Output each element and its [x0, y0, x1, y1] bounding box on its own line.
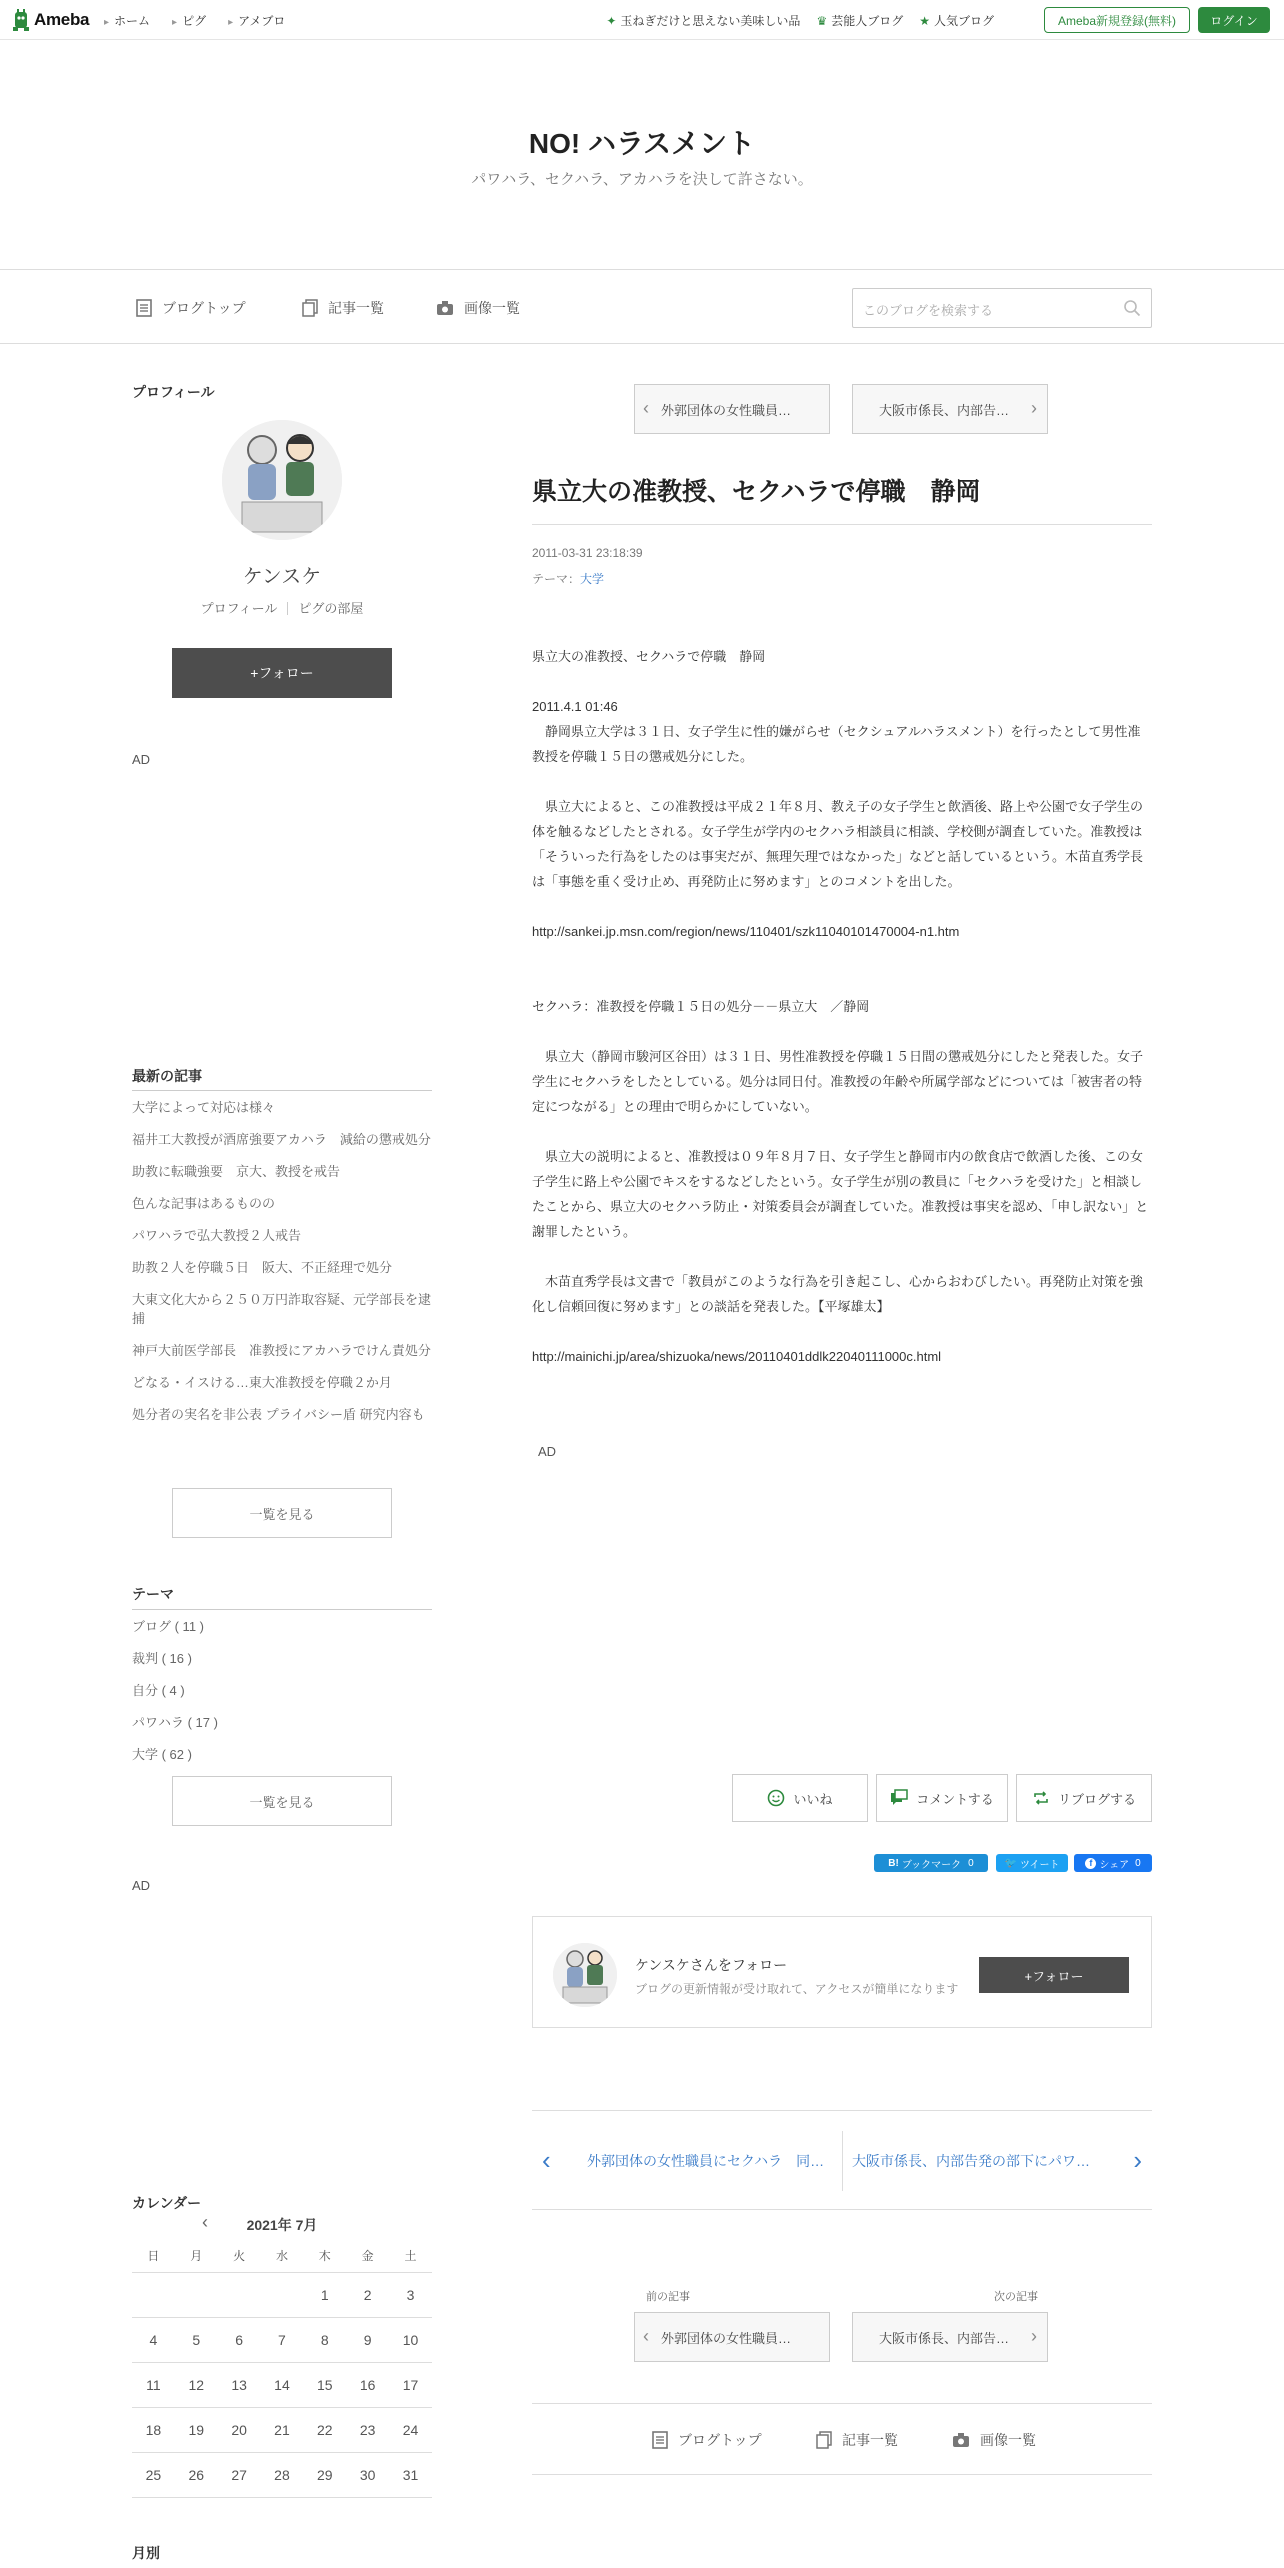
reblog-icon — [1032, 1789, 1050, 1807]
header-link-celebrity-label: 芸能人ブログ — [831, 14, 904, 28]
prev-article-pill-label: 外郭団体の女性職員… — [661, 402, 792, 418]
spacer — [532, 1244, 1152, 1269]
comment-button[interactable] — [876, 1774, 1008, 1822]
article-pager — [532, 2110, 1152, 2210]
recent-article-item[interactable]: 処分者の実名を非公表 プライバシー盾 研究内容も — [132, 1407, 425, 1422]
follow-button[interactable]: +フォロー — [979, 1957, 1129, 1993]
recent-article-item[interactable]: 大東文化大から２５０万円詐取容疑、元学部長を逮捕 — [132, 1292, 432, 1326]
blog-top-link[interactable] — [136, 298, 246, 318]
prev-article-caption: 前の記事 — [646, 2291, 690, 2303]
hatena-bookmark-button[interactable] — [874, 1854, 988, 1872]
ad-label: AD — [538, 1444, 557, 1459]
blog-title[interactable]: NO! ハラスメント — [528, 128, 756, 159]
bottom-next-article-pill[interactable] — [852, 2312, 1048, 2362]
recent-article-item[interactable]: 色んな記事はあるものの — [132, 1196, 276, 1211]
calendar-day: 5 — [175, 2317, 218, 2362]
facebook-icon: f — [1085, 1858, 1096, 1869]
spacer — [532, 1019, 1152, 1044]
reblog-label: リブログする — [1057, 1791, 1136, 1807]
follow-card — [532, 1916, 1152, 2028]
article-paragraph: 県立大によると、この准教授は平成２１年８月、教え子の女子学生と飲酒後、路上や公園で女子学生の体を触るなどしたとされる。女子学生が学内のセクハラ相談員に相談、学校側が調査していた。准教授は「そういった行為をしたのは事実だが、無理矢理ではなかった」などと話しているという。木苗直秀学長は「事態を重く受け止め、再発防止に努めます」とのコメントを出した。 — [532, 799, 1144, 889]
global-nav — [104, 12, 285, 29]
weekday-header: 日 — [132, 2240, 175, 2272]
theme-item[interactable]: 自分 ( 4 ) — [132, 1683, 185, 1698]
profile-heading: プロフィール — [132, 384, 215, 400]
article-theme-label: テーマ： — [532, 572, 581, 586]
header-link-celebrity[interactable] — [816, 12, 903, 29]
like-button[interactable] — [732, 1774, 868, 1822]
header-link-promo[interactable] — [606, 12, 800, 29]
spacer — [532, 669, 1152, 694]
copy-icon — [302, 299, 318, 317]
article-paragraph: 2011.4.1 01:46 — [532, 699, 618, 714]
follow-button[interactable]: +フォロー — [172, 648, 392, 698]
recent-more-button[interactable]: 一覧を見る — [172, 1488, 392, 1538]
facebook-share-label: シェア — [1099, 1859, 1130, 1871]
tweet-label: ツイート — [1019, 1859, 1060, 1871]
divider — [532, 524, 1152, 525]
spacer — [532, 1319, 1152, 1344]
calendar-week — [132, 2407, 432, 2452]
divider — [842, 2131, 843, 2191]
avatar-image — [222, 420, 342, 540]
article-list-link[interactable] — [302, 298, 384, 318]
header-link-popular[interactable] — [919, 12, 994, 29]
blog-search-input[interactable] — [852, 288, 1152, 328]
nav-pigg[interactable]: ▸ ピグ — [172, 12, 206, 29]
smile-icon — [767, 1789, 785, 1807]
recent-article-item[interactable]: パワハラで弘大教授２人戒告 — [132, 1228, 302, 1243]
login-button[interactable]: ログイン — [1198, 7, 1270, 33]
spacer — [532, 1119, 1152, 1144]
calendar-day: 1 — [303, 2272, 346, 2317]
chevron-right-icon[interactable]: › — [1133, 2145, 1142, 2175]
sparkle-icon: ✦ — [606, 14, 617, 28]
camera-icon — [436, 300, 454, 316]
ad-label: AD — [132, 752, 151, 767]
calendar-week — [132, 2362, 432, 2407]
like-label: いいね — [793, 1791, 833, 1807]
ameba-logo-icon — [12, 8, 30, 32]
profile-links — [132, 598, 432, 617]
article-paragraph: 県立大の説明によると、准教授は０９年８月７日、女子学生と静岡市内の飲食店で飲酒した後、この女子学生に路上や公園でキスをするなどしたという。女子学生が別の教員に「セクハラを受けた」と相談したことから、県立大のセクハラ防止・対策委員会が調査していた。准教授は事実を認め、「申し訳ない」と謝罪したという。 — [532, 1149, 1149, 1239]
blog-nav — [0, 270, 1284, 344]
comment-icon — [890, 1789, 908, 1807]
weekday-header: 木 — [303, 2240, 346, 2272]
next-article-pill-label: 大阪市係長、内部告… — [879, 402, 1010, 418]
chevron-left-icon: ‹ — [643, 398, 649, 418]
article-link[interactable]: http://mainichi.jp/area/shizuoka/news/20110401ddlk22040111000c.html — [532, 1349, 942, 1364]
spacer — [532, 944, 1152, 969]
image-list-link[interactable] — [436, 298, 520, 318]
crown-icon: ♛ — [816, 14, 828, 28]
hatena-count: 0 — [968, 1857, 974, 1869]
calendar-day: 28 — [261, 2452, 304, 2497]
theme-item[interactable]: 大学 ( 62 ) — [132, 1747, 192, 1762]
bottom-blog-top-link[interactable] — [652, 2430, 762, 2450]
profile-name[interactable]: ケンスケ — [242, 566, 322, 588]
theme-item[interactable]: 裁判 ( 16 ) — [132, 1651, 192, 1666]
pigg-room-link[interactable]: ピグの部屋 — [298, 601, 364, 616]
bottom-image-list-label: 画像一覧 — [980, 2432, 1036, 2448]
bottom-prev-article-pill-label: 外郭団体の女性職員… — [661, 2330, 792, 2346]
calendar-day: 30 — [346, 2452, 389, 2497]
twitter-bird-icon: 🐦 — [1004, 1857, 1017, 1869]
pager-next-link[interactable]: 大阪市係長、内部告発の部下にパワ… — [852, 2153, 1090, 2169]
article-theme — [532, 570, 604, 587]
calendar-day: 13 — [218, 2362, 261, 2407]
calendar-day: 25 — [132, 2452, 175, 2497]
article-paragraph: 県立大（静岡市駿河区谷田）は３１日、男性准教授を停職１５日間の懲戒処分にしたと発表した。女子学生にセクハラをしたとしている。処分は同日付。准教授の年齢や所属学部などについては「被害者の特定につながる」との理由で明らかにしていない。 — [532, 1049, 1144, 1114]
chevron-right-icon: › — [1031, 2326, 1037, 2346]
calendar-heading: カレンダー — [132, 2195, 202, 2211]
recent-articles-list — [132, 1098, 432, 1437]
article-title[interactable]: 県立大の准教授、セクハラで停職 静岡 — [532, 478, 981, 506]
calendar-week — [132, 2452, 432, 2497]
calendar-week — [132, 2317, 432, 2362]
chevron-right-icon: › — [1031, 398, 1037, 418]
bottom-prev-article-pill[interactable] — [634, 2312, 830, 2362]
ad-label: AD — [132, 1878, 151, 1893]
profile-avatar[interactable] — [222, 420, 342, 540]
chevron-left-icon: ‹ — [643, 2326, 649, 2346]
calendar-day: 19 — [175, 2407, 218, 2452]
calendar-day: 26 — [175, 2452, 218, 2497]
global-header — [0, 0, 1284, 40]
article-body — [532, 644, 1152, 1369]
chevron-left-icon[interactable]: ‹ — [542, 2145, 551, 2175]
hatena-label: ブックマーク — [901, 1859, 962, 1871]
recent-article-item[interactable]: どなる・イスける…東大准教授を停職２か月 — [132, 1375, 392, 1390]
theme-item[interactable]: パワハラ ( 17 ) — [132, 1715, 218, 1730]
follow-card-title: ケンスケさんをフォロー — [635, 1957, 788, 1973]
divider — [287, 602, 288, 615]
image-list-label: 画像一覧 — [464, 300, 520, 316]
calendar-day: 14 — [261, 2362, 304, 2407]
nav-ameblo[interactable]: ▸ アメブロ — [228, 12, 285, 29]
calendar-day: 23 — [346, 2407, 389, 2452]
weekday-header: 火 — [218, 2240, 261, 2272]
reblog-button[interactable] — [1016, 1774, 1152, 1822]
header-links — [606, 12, 994, 29]
calendar-day: 17 — [389, 2362, 432, 2407]
calendar-day — [261, 2272, 304, 2317]
spacer — [532, 894, 1152, 919]
header-link-popular-label: 人気ブログ — [933, 14, 994, 28]
next-article-caption: 次の記事 — [994, 2291, 1038, 2303]
calendar-day: 15 — [303, 2362, 346, 2407]
calendar-day: 22 — [303, 2407, 346, 2452]
camera-icon — [952, 2432, 970, 2448]
calendar-day — [218, 2272, 261, 2317]
profile-link[interactable]: プロフィール — [200, 601, 278, 616]
theme-more-button[interactable]: 一覧を見る — [172, 1776, 392, 1826]
avatar-image — [553, 1943, 617, 2007]
article-link[interactable]: http://sankei.jp.msn.com/region/news/110401/szk11040101470004-n1.htm — [532, 924, 960, 939]
calendar-month: 2021年 7月 — [246, 2217, 318, 2233]
facebook-share-count: 0 — [1135, 1857, 1141, 1869]
document-icon — [652, 2431, 668, 2449]
calendar-day: 11 — [132, 2362, 175, 2407]
calendar-day — [175, 2272, 218, 2317]
bottom-image-list-link[interactable] — [952, 2430, 1036, 2450]
calendar-day — [132, 2272, 175, 2317]
article-date: 2011-03-31 23:18:39 — [532, 546, 643, 560]
article-paragraph: 静岡県立大学は３１日、女子学生に性的嫌がらせ（セクシュアルハラスメント）を行ったとして男性准教授を停職１５日の懲戒処分にした。 — [532, 724, 1141, 764]
article-paragraph: 木苗直秀学長は文書で「教員がこのような行為を引き起こし、心からおわびしたい。再発防止対策を強化し信頼回復に努めます」との談話を発表した。【平塚雄太】 — [532, 1274, 1144, 1314]
bottom-article-list-label: 記事一覧 — [842, 2432, 898, 2448]
monthly-archive-heading: 月別 — [132, 2545, 160, 2561]
article-list-label: 記事一覧 — [328, 300, 384, 316]
divider — [132, 1609, 432, 1610]
calendar-day: 21 — [261, 2407, 304, 2452]
prev-article-pill[interactable] — [634, 384, 830, 434]
blog-top-label: ブログトップ — [162, 300, 246, 316]
recent-article-item[interactable]: 神戸大前医学部長 准教授にアカハラでけん責処分 — [132, 1343, 431, 1358]
star-icon: ★ — [919, 14, 930, 28]
ameba-logo-text: Ameba — [34, 10, 90, 29]
calendar-day: 7 — [261, 2317, 304, 2362]
hatena-icon: B! — [888, 1857, 899, 1869]
calendar-day: 6 — [218, 2317, 261, 2362]
spacer — [532, 769, 1152, 794]
comment-label: コメントする — [916, 1791, 994, 1807]
pager-prev-link[interactable]: 外郭団体の女性職員にセクハラ 同… — [587, 2153, 825, 2169]
article-theme-link[interactable]: 大学 — [580, 572, 605, 586]
header-link-promo-label: 玉ねぎだけと思えない美味しい品 — [620, 14, 801, 28]
calendar-day: 3 — [389, 2272, 432, 2317]
search-icon[interactable] — [1123, 299, 1141, 317]
calendar-week — [132, 2272, 432, 2317]
blog-description: パワハラ、セクハラ、アカハラを決して許さない。 — [471, 171, 813, 188]
divider — [132, 1090, 432, 1091]
calendar-day: 2 — [346, 2272, 389, 2317]
next-article-pill[interactable] — [852, 384, 1048, 434]
calendar-day: 29 — [303, 2452, 346, 2497]
recent-article-item[interactable]: 福井工大教授が酒席強要アカハラ 減給の懲戒処分 — [132, 1132, 431, 1147]
calendar-day: 9 — [346, 2317, 389, 2362]
bottom-article-list-link[interactable] — [816, 2430, 898, 2450]
ameba-logo[interactable] — [12, 8, 89, 32]
tweet-button[interactable] — [996, 1854, 1068, 1872]
recent-articles-heading: 最新の記事 — [132, 1068, 202, 1084]
calendar-day: 4 — [132, 2317, 175, 2362]
theme-list — [132, 1617, 432, 1777]
follow-card-subtitle: ブログの更新情報が受け取れて、アクセスが簡単になります — [635, 1982, 959, 1996]
theme-item[interactable]: ブログ ( 11 ) — [132, 1619, 204, 1634]
weekday-header: 金 — [346, 2240, 389, 2272]
bottom-next-article-pill-label: 大阪市係長、内部告… — [879, 2330, 1010, 2346]
blog-header — [0, 40, 1284, 270]
theme-heading: テーマ — [132, 1586, 174, 1602]
recent-article-item[interactable]: 助教に転職強要 京大、教授を戒告 — [132, 1164, 341, 1179]
calendar-day: 27 — [218, 2452, 261, 2497]
calendar — [132, 2240, 432, 2498]
calendar-day: 10 — [389, 2317, 432, 2362]
article-paragraph: セクハラ：准教授を停職１５日の処分－－県立大 ／静岡 — [532, 999, 870, 1014]
follow-avatar[interactable] — [553, 1943, 617, 2007]
calendar-prev-icon[interactable]: ‹ — [202, 2212, 208, 2232]
article-paragraph: 県立大の准教授、セクハラで停職 静岡 — [532, 649, 766, 664]
weekday-header: 月 — [175, 2240, 218, 2272]
weekday-header: 土 — [389, 2240, 432, 2272]
document-icon — [136, 299, 152, 317]
calendar-day: 8 — [303, 2317, 346, 2362]
spacer — [532, 969, 1152, 994]
facebook-share-button[interactable] — [1074, 1854, 1152, 1872]
calendar-day: 24 — [389, 2407, 432, 2452]
blog-search-placeholder: このブログを検索する — [863, 303, 994, 318]
bottom-blog-nav — [532, 2403, 1152, 2475]
register-button[interactable]: Ameba新規登録(無料) — [1044, 7, 1190, 33]
calendar-day: 18 — [132, 2407, 175, 2452]
copy-icon — [816, 2431, 832, 2449]
calendar-day: 16 — [346, 2362, 389, 2407]
calendar-day: 31 — [389, 2452, 432, 2497]
weekday-header: 水 — [261, 2240, 304, 2272]
bottom-blog-top-label: ブログトップ — [678, 2432, 762, 2448]
nav-home[interactable]: ▸ ホーム — [104, 12, 150, 29]
calendar-day: 20 — [218, 2407, 261, 2452]
recent-article-item[interactable]: 助教２人を停職５日 阪大、不正経理で処分 — [132, 1260, 393, 1275]
calendar-day: 12 — [175, 2362, 218, 2407]
recent-article-item[interactable]: 大学によって対応は様々 — [132, 1100, 276, 1115]
